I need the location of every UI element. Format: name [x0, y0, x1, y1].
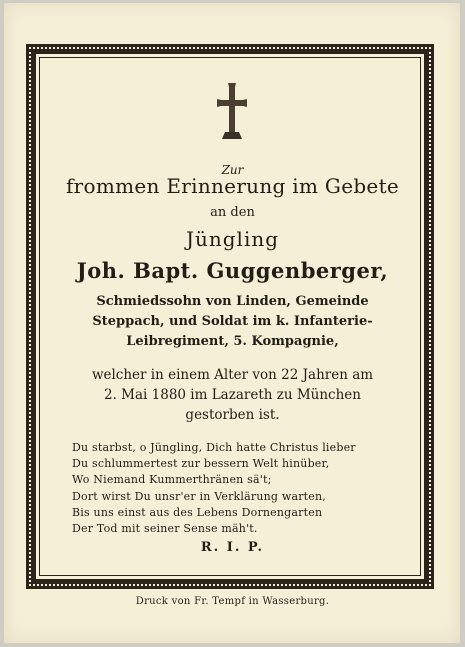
details-line: 2. Mai 1880 im Lazareth zu München — [104, 387, 361, 403]
an-den-text: an den — [210, 205, 255, 220]
details-line: gestorben ist. — [185, 407, 280, 423]
poem-line: Der Tod mit seiner Sense mäh't. — [72, 522, 258, 536]
printer-credit: Druck von Fr. Tempf in Wasserburg. — [135, 596, 330, 607]
poem-line: Wo Niemand Kummerthränen sä't; — [72, 473, 272, 487]
description-line: Leibregiment, 5. Kompagnie, — [126, 334, 339, 349]
deceased-name: Joh. Bapt. Guggenberger, — [76, 258, 389, 283]
memorial-poem — [72, 440, 412, 537]
cross-icon — [216, 82, 248, 142]
juengling-heading: Jüngling — [185, 227, 280, 251]
poem-line: Bis uns einst aus des Lebens Dornengarten — [72, 505, 323, 519]
poem-line: Du starbst, o Jüngling, Dich hatte Christus lieber — [72, 441, 356, 454]
poem-line: Du schlummertest zur bessern Welt hinüber, — [72, 457, 330, 471]
zur-text: Zur — [221, 163, 244, 177]
rip-text: R. I. P. — [200, 540, 265, 555]
memorial-title: frommen Erinnerung im Gebete — [65, 174, 400, 198]
description-line: Steppach, und Soldat im k. Infanterie- — [92, 314, 373, 329]
poem-line: Dort wirst Du unsr'er in Verklärung warten, — [72, 489, 326, 503]
deceased-description — [30, 292, 435, 352]
description-line: Schmiedssohn von Linden, Gemeinde — [96, 294, 369, 309]
details-line: welcher in einem Alter von 22 Jahren am — [91, 367, 374, 383]
death-details — [30, 365, 435, 425]
